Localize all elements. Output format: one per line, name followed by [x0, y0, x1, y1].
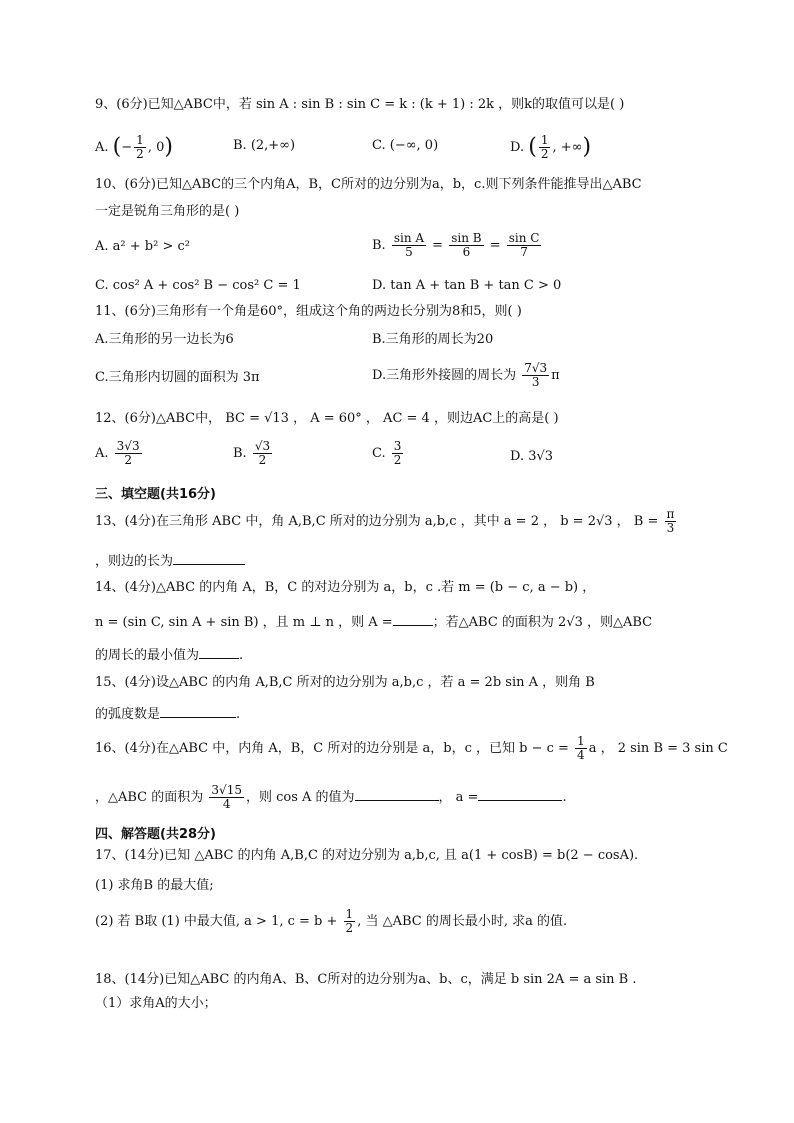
q10-option-d: D. tan A + tan B + tan C > 0: [372, 278, 562, 293]
q12-stem: 12、(6分)△ABC中， BC = √13 ， A = 60° ， AC = 4 ，则边AC上的高是( ): [95, 411, 559, 426]
q18-part1: （1）求角A的大小；: [95, 996, 217, 1011]
q16-cos-blank[interactable]: [355, 786, 439, 801]
q9-option-c: C. (−∞, 0): [372, 138, 439, 153]
q12-option-d: D. 3√3: [510, 449, 554, 464]
q16-line1: 16、(4分)在△ABC 中，内角 A，B，C 所对的边分别是 a，b，c ，已知 b − c = $\frac{1}{4}$ a ， 2 sin B = 3 sin C: [95, 734, 728, 762]
q16-line2: ，△ABC 的面积为 $\frac{3√15}{4}$ ，则 cos A 的值为 ， a = .: [95, 783, 567, 811]
q12-option-a: A. $\frac{3√3}{2}$: [95, 439, 140, 467]
q14-line2: n = (sin C, sin A + sin B) ，且 m ⊥ n ，则 A = ；若△ABC 的面积为 2√3 ，则△ABC: [95, 611, 652, 633]
q17-part2: (2) 若 B取 (1) 中最大值, a > 1, c = b + $\frac{1}{2}$ , 当 △ABC 的周长最小时, 求a 的值.: [95, 907, 568, 935]
q11-stem: 11、(6分)三角形有一个角是60°，组成这个角的两边长分别为8和5，则( ): [95, 304, 522, 319]
q17-stem: 17、(14分)已知 △ABC 的内角 A,B,C 的对边分别为 a,b,c, 且 a(1 + cosB) = b(2 − cosA).: [95, 848, 639, 863]
q14-line1: 14、(4分)△ABC 的内角 A，B，C 的对边分别为 a，b，c .若 m = (b − c, a − b) ，: [95, 580, 596, 595]
q9-option-b: B. (2,+∞): [233, 138, 296, 153]
q11-option-b: B.三角形的周长为20: [372, 332, 494, 347]
q15-line1: 15、(4分)设△ABC 的内角 A,B,C 所对的边分别为 a,b,c ，若 a = 2b sin A ，则角 B: [95, 675, 595, 690]
q13-answer-line: ，则边的长为: [95, 550, 245, 572]
q15-line2: 的弧度数是 .: [95, 703, 240, 725]
q16-a-blank[interactable]: [478, 786, 562, 801]
q14-perimeter-blank[interactable]: [199, 644, 239, 659]
q15-answer-blank[interactable]: [160, 703, 236, 718]
q12-option-b: B. $\frac{√3}{2}$: [233, 439, 271, 467]
q10-option-b: B. $\frac{\text{sin A}}{5}$ = $\frac{\text{sin B}}{6}$ = $\frac{\text{sin C}}{7}$: [372, 231, 540, 259]
q14-angle-blank[interactable]: [393, 611, 433, 626]
q9-option-a: A. (− $\frac{1}{2}$ , 0): [95, 133, 173, 161]
q11-option-d: D.三角形外接圆的周长为 $\frac{7√3}{3}$ π: [372, 361, 560, 389]
q9-option-d: D. ( $\frac{1}{2}$ , +∞): [510, 133, 592, 161]
q10-option-c: C. cos² A + cos² B − cos² C = 1: [95, 278, 301, 293]
q13-stem: 13、(4分)在三角形 ABC 中，角 A,B,C 所对的边分别为 a,b,c ，其中 a = 2 ， b = 2√3 ， B = $\frac{\pi}{3}$: [95, 507, 675, 535]
section-solve-heading: 四、解答题(共28分): [95, 827, 216, 842]
q10-option-a: A. a² + b² > c²: [95, 239, 190, 254]
q10-stem-line1: 10、(6分)已知△ABC的三个内角A，B，C所对的边分别为a，b，c.则下列条件能推导出△ABC: [95, 177, 642, 192]
q11-option-a: A.三角形的另一边长为6: [95, 332, 234, 347]
q11-option-c: C.三角形内切圆的面积为 3π: [95, 370, 260, 385]
q10-stem-line2: 一定是锐角三角形的是( ): [95, 204, 240, 219]
section-fill-in-heading: 三、填空题(共16分): [95, 487, 216, 502]
q14-line3: 的周长的最小值为 .: [95, 644, 243, 666]
q17-part1: (1) 求角B 的最大值;: [95, 878, 214, 893]
q13-answer-blank[interactable]: [173, 550, 245, 565]
q9-stem: 9、(6分)已知△ABC中，若 sin A : sin B : sin C = k : (k + 1) : 2k ，则k的取值可以是( ): [95, 97, 625, 112]
q18-stem: 18、(14分)已知△ABC 的内角A、B、C所对的边分别为a、b、c，满足 b sin 2A = a sin B .: [95, 972, 637, 987]
q12-option-c: C. $\frac{3}{2}$: [372, 439, 402, 467]
